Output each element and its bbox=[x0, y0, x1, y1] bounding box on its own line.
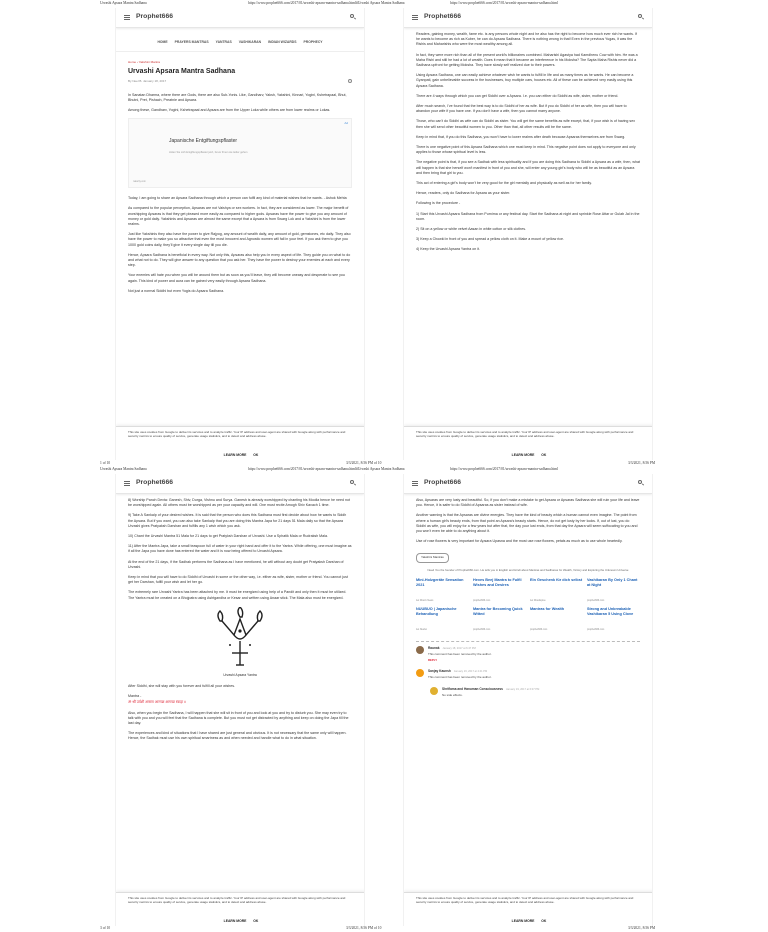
paragraph: Not just a normal Siddhi but even Yogis do Apsara Sadhana. bbox=[128, 288, 225, 293]
ad-title[interactable]: Japanische Entgiftungspflaster bbox=[169, 138, 238, 145]
mantra-label: Mantra - bbox=[128, 694, 142, 699]
comment-body: This comment has been removed by the author. bbox=[428, 651, 492, 656]
header-url: https://www.prophet666.com/2017/01/urvashi-apsara-mantra-sadhana.html bbox=[450, 1, 559, 5]
paragraph: Just like Yakshinis they also have the power to give Rajyog, any amount of wealth daily, any amount of gold, gemstones, etc daily. They also have the power to make you so attractive that even the most innocent and Agnostic women will fall in your feet. If you ask them to give you 1000 gold coins daily, they'll give it every single day till you die. bbox=[128, 232, 351, 247]
paragraph: The extremely rare Urvashi Yantra has been attached by me. It must be energized using help of a Pandit and only then it must be utilized. The Yantra must be created on a Bhojpatra using Ashtgandha or Kesar and written using Anaar stick. The Mala also must be energized. bbox=[128, 590, 347, 600]
divider bbox=[416, 641, 640, 642]
nav-prayers-mantras[interactable]: PRAYERS MANTRAS bbox=[174, 40, 209, 44]
page-number: 3 of 10 bbox=[100, 926, 111, 930]
related-card-meta: Jet Woorv News bbox=[416, 599, 434, 603]
paragraph: 4) Keep the Urvashi Apsara Yantra on it. bbox=[416, 247, 480, 252]
paragraph: After much search, I've found that the best way is to do Siddhi of her as wife. But if you do Siddhi of her as wife, then you will have to abandon your wife if you have one. If you don't have a wife, then you cannot marry anyone. bbox=[416, 104, 627, 114]
mobile-viewport bbox=[403, 474, 653, 926]
mobile-viewport bbox=[403, 8, 653, 460]
site-brand[interactable]: Prophet666 bbox=[424, 479, 462, 486]
paragraph: At the end of the 21 days, if the Sadhak performs the Sadhana as I have mentioned, he will without any doubt get Pratyaksh Darshan of Urvashi. bbox=[128, 559, 344, 569]
nav-vashikaran[interactable]: VASHIKARAN bbox=[238, 40, 262, 44]
header-url: https://www.prophet666.com/2017/01/urvashi-apsara-mantra-sadhana.html#Urvashi Apsara Mantra Sadhana bbox=[248, 1, 405, 5]
learn-more-button[interactable]: LEARN MORE bbox=[223, 919, 247, 923]
related-card-title[interactable]: Mini-Holzgeräte Sensation 2021 bbox=[416, 578, 464, 587]
ad-subtitle: Holen Sie sich Entgiftungspflaster jetzt, bevor Ihnen sie leider gehen bbox=[169, 151, 248, 155]
paragraph: Keep in mind that you will have to do Siddhi of Urvashi in some or the other way, i.e. either as wife, sister, mother or friend. You cannot just get her Darshan, fulfill your wish and let her go. bbox=[128, 575, 348, 585]
paragraph: Readers, gaining money, wealth, fame etc. is any persons whole night and he also has the right to become how much ever rich he wants. If he wants to become as rich as Kuber, he can do Apsara Sadhana. There is nothing wrong in that! Even in the previous Yugas, it was the Rishis and Maharishis who were the most wealthy among all. bbox=[416, 32, 637, 47]
print-page-3 bbox=[0, 466, 384, 932]
yantra-dot bbox=[229, 644, 231, 646]
search-icon[interactable] bbox=[350, 480, 354, 484]
byline bbox=[128, 79, 352, 84]
related-card-title[interactable]: Vashikaran By Only 1 Chant at Night bbox=[587, 578, 638, 587]
mobile-viewport bbox=[115, 8, 365, 460]
related-card[interactable] bbox=[416, 607, 469, 632]
paragraph: Following is the procedure - bbox=[416, 201, 461, 206]
print-date: 3/3/2021, 8:56 PM bbox=[628, 926, 656, 930]
header-url: https://www.prophet666.com/2017/01/urvashi-apsara-mantra-sadhana.html#Urvashi Apsara Mantra Sadhana bbox=[248, 467, 405, 471]
related-header: Need You the founder of Prophet666.com. He tells you in English and Hindi about Mantras and Sadhanas for Wealth, Victory and Exploring the Unknown Universe bbox=[427, 567, 629, 572]
paragraph: 2) Sit on a yellow or white velvet Aasan in white cotton or silk clothes. bbox=[416, 227, 527, 232]
related-card-title[interactable]: Mantra for Becoming Quick Witted bbox=[473, 607, 523, 617]
related-card[interactable] bbox=[473, 578, 526, 603]
comment bbox=[416, 669, 640, 680]
paragraph: The negative point is that, if you see a Sadhak with less spirituality and if you are doing this Sadhana to Siddhi a Apsara as a wife, then, what will happen is that she herself won't manifest in front of you and she, will enter any young girl's body who will be as beautiful as an Apsara and then bring that girl to you. bbox=[416, 160, 640, 175]
avatar[interactable] bbox=[430, 687, 438, 695]
avatar[interactable] bbox=[416, 646, 424, 654]
header-title: Urvashi Apsara Mantra Sadhana bbox=[100, 467, 147, 471]
paragraph: Your enemies will hate you when you will be around them but as soon as you'll leave, they will become uneasy and desperate to see you again. This kind of power and aura can be gained very easily through Apsara Sadhana. bbox=[128, 273, 345, 283]
reply-button[interactable]: REPLY bbox=[428, 658, 438, 663]
page-number: 1 of 10 bbox=[100, 461, 111, 465]
print-page-1 bbox=[0, 0, 384, 466]
byline-text: By Neel B. January 18, 2017 bbox=[128, 79, 167, 84]
paragraph: Use of rose flowers is very important for Apsara Upasna and the most use rose flowers, petals as much as to use whole heartedly. bbox=[416, 539, 623, 544]
paragraph: Also, when you begin the Sadhana, I will happen that she will sit in front of you and look at you and try to disturb you. She may even try to talk with you and you will feel that the Sadhana is complete. But you must not get distracted by anything and keep on doing the Japa till the last day. bbox=[128, 710, 349, 726]
related-card-meta: Jet Woodspice bbox=[530, 599, 546, 603]
paragraph: The experiences and kind of situations that I have shared are just general and obvious. It is not necessary that the same only will happen. Hence, the Sadhak must use his own spiritual smartness as and when needed and handle what to do in what situation. bbox=[128, 731, 347, 741]
related-card[interactable] bbox=[530, 578, 583, 603]
related-card[interactable] bbox=[587, 578, 640, 603]
paragraph: Hence, readers, only do Sadhana for Apsara as your sister. bbox=[416, 191, 511, 196]
paragraph: In Sanatan Dharma, where there are Gods, there are also Sub-Yonis. Like, Gandharv, Yaksh, Yakshini, Kinnari, Yogini, Kshetrapaal, Bhut, Bhutni, Pret, Pishach, Preatnie and Apsara. bbox=[128, 92, 347, 102]
share-icon[interactable] bbox=[348, 79, 352, 83]
paragraph: Among these, Gandharv, Yogini, Kshetrapaal and Apsara are from the Upper Loka while others are from lower realms or Lokas. bbox=[128, 108, 331, 113]
site-brand[interactable]: Prophet666 bbox=[424, 13, 462, 20]
hamburger-menu-icon[interactable] bbox=[124, 481, 130, 486]
comment bbox=[416, 646, 640, 664]
cookie-banner bbox=[404, 892, 653, 926]
top-bar bbox=[404, 8, 652, 28]
breadcrumb[interactable]: Home › Yakshini Mantra bbox=[128, 60, 160, 65]
related-card[interactable] bbox=[587, 607, 640, 632]
mobile-viewport bbox=[115, 474, 365, 926]
print-page-2 bbox=[384, 0, 768, 466]
label-tag[interactable]: Yakshini Mantras bbox=[416, 553, 449, 562]
yantra-lines bbox=[234, 635, 246, 639]
related-card[interactable] bbox=[416, 578, 469, 603]
paragraph: 10) Chant the Urvashi Mantra 51 Mala for 21 days to get Pratyksh Darshan of Urvashi. Use a Sphatik Mala or Rudraksh Mala. bbox=[128, 534, 328, 539]
paragraph: Using Apsara Sadhana, one can easily achieve whatever wish he wants to fulfill in life and as many times as he wants. He can become a Gyanpati, gain unbelievable success in the businesses, buy multiple cars, houses etc. All of these can be achieved very easily using this Apsara Sadhana. bbox=[416, 73, 634, 88]
top-bar bbox=[116, 8, 364, 28]
related-card-meta: prophet666.com bbox=[530, 628, 548, 632]
nav-home[interactable]: HOME bbox=[157, 40, 168, 44]
site-brand[interactable]: Prophet666 bbox=[136, 13, 174, 20]
comment-author-name[interactable]: Shriflama and Hanuman Consciousness bbox=[442, 686, 503, 691]
related-card-title[interactable]: NUUBUO | Japanische Behandlung bbox=[416, 607, 457, 617]
top-bar bbox=[404, 474, 652, 494]
related-posts-grid bbox=[416, 578, 640, 632]
related-card-meta: prophet666.com bbox=[473, 628, 491, 632]
related-card-title[interactable]: Mantras for Wealth bbox=[530, 607, 565, 612]
comment-author-name[interactable]: Raunak bbox=[428, 645, 440, 650]
ad-source: naturity.com bbox=[133, 180, 146, 184]
paragraph: 3) Keep a Chowki in front of you and spread a yellow cloth on it. Make a mount of yellow rice. bbox=[416, 237, 565, 242]
learn-more-button[interactable]: LEARN MORE bbox=[511, 453, 535, 457]
cookie-banner bbox=[116, 892, 365, 926]
paragraph: There are 4 ways through which you can get Siddhi over a Apsara. I.e. you can either do Siddhi as wife, sister, mother or friend. bbox=[416, 93, 619, 98]
hamburger-menu-icon[interactable] bbox=[124, 15, 130, 20]
search-icon[interactable] bbox=[350, 14, 354, 18]
related-card-title[interactable]: Hexes Beej Mantra to Fulfil Wishes and Desires bbox=[473, 578, 522, 587]
top-bar bbox=[116, 474, 364, 494]
paragraph: Hence, Apsara Sadhana is beneficial in every way. Not only this, Apsaras also help you in every aspect of life. They guide you on what to do and what not to do. They will give answer to any question that you ask her. They have the power to destroy your enemies at each and every step. bbox=[128, 252, 351, 268]
site-brand[interactable]: Prophet666 bbox=[136, 479, 174, 486]
related-card-meta: prophet666.com bbox=[473, 599, 491, 603]
related-card[interactable] bbox=[530, 607, 583, 632]
hamburger-menu-icon[interactable] bbox=[412, 15, 418, 20]
yantra-petal bbox=[218, 611, 223, 621]
comment-body: This comment has been removed by the author. bbox=[428, 675, 492, 680]
learn-more-button[interactable]: LEARN MORE bbox=[511, 919, 535, 923]
main-nav bbox=[116, 32, 364, 52]
paragraph: 1) Start this Urvashi Apsara Sadhana from Purnima or any festival day. Start the Sadhana at night and sprinkle Rose Attar or Gulab Jal in the room. bbox=[416, 211, 640, 221]
paragraph: Today, I am going to share an Apsara Sadhana through which a person can fulfil any kind of material wishes that he wants. - Ashok Mehta bbox=[128, 196, 347, 201]
nav-indian-wizards[interactable]: INDIAN WIZARDS bbox=[268, 40, 297, 44]
comment-body: No side effects. bbox=[442, 692, 463, 697]
comment-reply bbox=[430, 687, 640, 698]
avatar[interactable] bbox=[416, 669, 424, 677]
ok-button[interactable]: OK bbox=[541, 453, 547, 457]
print-date: 3/3/2021, 8:56 PM of 10 bbox=[346, 926, 382, 930]
ok-button[interactable]: OK bbox=[253, 919, 259, 923]
post-title: Urvashi Apsara Mantra Sadhana bbox=[128, 68, 236, 76]
paragraph: Also, Apsaras are very lusty and beautiful. So, if you don't make a mistake to get Apsara or Apsaras Sadhana she will ruin your life and leave you. Hence, it is safer to do Siddhi of Apsaras as sister instead of wife. bbox=[416, 498, 640, 508]
ad-block[interactable] bbox=[128, 118, 352, 188]
ad-badge[interactable]: Ad bbox=[344, 121, 348, 126]
paragraph: There is one negative point of this Apsara Sadhana which one must keep in mind. This negative point does not apply to everyone and only applies to those whose spiritual level is less. bbox=[416, 145, 636, 155]
mantra-text: ॐ श्री उर्वशी अप्सरा आगच्छ आगच्छ स्वाहा ॥ bbox=[128, 700, 187, 705]
cookie-banner bbox=[404, 426, 653, 460]
related-card-meta: Jet Nuubo bbox=[416, 628, 427, 632]
paragraph: Keep in mind that, if you do this Sadhana, you won't have to lower realms after death because Apsaras themselves are from Swarg. bbox=[416, 134, 626, 139]
comment-author bbox=[442, 687, 640, 692]
comment-date[interactable]: January 19, 2017 at 4:41 PM bbox=[453, 670, 488, 674]
nav-prophecy[interactable]: PROPHECY bbox=[303, 40, 323, 44]
paragraph: 11) After the Mantra Japa, take a small teaspoon full of water in your right hand and offer it to the Yantra. While offering, one must imagine as if all the Japa you have done has entered the water and it is now being offered to Urvashi Apsara. bbox=[128, 544, 352, 554]
cookie-text: This site uses cookies from Google to deliver its services and to analyze traffic. Your IP address and user-agent are shared with Google along with performance and security metrics to ensure quality of service, generate usage statistics, and to detect and address abuse. bbox=[128, 430, 346, 438]
paragraph: Those, who can't do Siddhi as wife can do Siddhi as sister. You will get the same benefits as wife except, that, if your wish is of having sex then she will send other beautiful women to you. Other than that, all other results will be the same. bbox=[416, 119, 636, 129]
yantra-petal bbox=[257, 611, 262, 621]
yantra-dot bbox=[238, 629, 241, 632]
comment-date[interactable]: January 19, 2017 at 6:07 PM bbox=[505, 687, 540, 691]
print-date: 3/3/2021, 8:56 PM bbox=[628, 461, 656, 465]
comment-author-name[interactable]: Sanjay Kaunsh bbox=[428, 669, 451, 674]
cookie-text: This site uses cookies from Google to deliver its services and to analyze traffic. Your IP address and user-agent are shared with Google along with performance and security metrics to ensure quality of service, generate usage statistics, and to detect and address abuse. bbox=[416, 896, 634, 904]
comment-author bbox=[428, 646, 640, 651]
ok-button[interactable]: OK bbox=[541, 919, 547, 923]
cookie-text: This site uses cookies from Google to deliver its services and to analyze traffic. Your IP address and user-agent are shared with Google along with performance and security metrics to ensure quality of service, generate usage statistics, and to detect and address abuse. bbox=[416, 430, 634, 438]
header-url: https://www.prophet666.com/2017/01/urvashi-apsara-mantra-sadhana.html bbox=[450, 467, 559, 471]
paragraph: In fact, they were more rich than all of the present world's billionaires combined. Maharishi Agastya had Kamdhenu Cow with him. He was a Maha Rishi and still he had a lot of wealth. Does it mean that it became an interference in his Moksha? The Sapta Maha Rishis never did a Sadhana upfront for getting Moksha. They have slowly self realized due to their powers. bbox=[416, 52, 638, 68]
paragraph: 9) Take A Sankalp of your desired wishes. It is said that the person who does this Sadhana must first decide about how he wants to Siddh the Apsara. But if you want, you can also take Sankalp that you are doing this Mantra Japa for 21 days 51 Mala daily so that the Apsara Urvashi gives Pratyaksh Darshan and fulfills any 1 wish which you ask. bbox=[128, 513, 347, 528]
print-page-4 bbox=[384, 466, 768, 932]
hamburger-menu-icon[interactable] bbox=[412, 481, 418, 486]
print-date: 3/3/2021, 8:56 PM of 10 bbox=[346, 461, 382, 465]
paragraph: After Siddhi, she will stay with you forever and fulfill all your wishes. bbox=[128, 684, 236, 689]
cookie-banner bbox=[116, 426, 365, 460]
related-card-meta: prophet666.com bbox=[587, 599, 605, 603]
comment-author bbox=[428, 669, 640, 674]
search-icon[interactable] bbox=[638, 14, 642, 18]
paragraph: This act of entering a girl's body won't be very good for the girl mentally and physically as well as for her family. bbox=[416, 181, 592, 186]
header-title: Urvashi Apsara Mantra Sadhana bbox=[100, 1, 147, 5]
urvashi-yantra-image bbox=[210, 607, 270, 671]
related-card[interactable] bbox=[473, 607, 526, 632]
search-icon[interactable] bbox=[638, 480, 642, 484]
cookie-text: This site uses cookies from Google to deliver its services and to analyze traffic. Your IP address and user-agent are shared with Google along with performance and security metrics to ensure quality of service, generate usage statistics, and to detect and address abuse. bbox=[128, 896, 346, 904]
yantra-dot bbox=[249, 644, 251, 646]
related-card-title[interactable]: Strong and Unbreakable Vashikaran 5 Using Clove bbox=[587, 607, 634, 617]
related-card-meta: prophet666.com bbox=[587, 628, 605, 632]
comment-date[interactable]: January 18, 2017 at 6:47 PM bbox=[442, 646, 476, 650]
yantra-caption: Urvashi Apsara Yantra bbox=[223, 672, 257, 677]
ok-button[interactable]: OK bbox=[253, 453, 259, 457]
yantra-petal bbox=[238, 607, 243, 617]
paragraph: As compared to the popular perception, Apsaras are not Vaishya or sex workers. In fact, they are considered as lower. The major benefit of worshipping Apsaras is that they get pleased more easily as compared to higher gods. Apsaras have the power to give you any amount of money or gold daily. Yakshinis and Apsaras are almost the same except that a Apsara is from Swarg Lok and a Yakshini is from the lower realms. bbox=[128, 206, 349, 227]
paragraph: Another warning is that the Apsaras are divine energies. They have the kind of beauty which a human cannot even imagine. The point from where a human girl's beauty ends, from that point an Apsara's beauty starts. Hence, do not get lusty by her looks. If, out of lust, you do Siddhi as wife, you will enjoy for a few years but after that, the day your lust ends, from that day the Apsara will seem suffocating to you and you won't even be able to do anything about it. bbox=[416, 513, 638, 534]
learn-more-button[interactable]: LEARN MORE bbox=[223, 453, 247, 457]
related-card-title[interactable]: Ein Geschenk für dich selbst bbox=[530, 578, 583, 583]
nav-yantras[interactable]: YANTRAS bbox=[215, 40, 232, 44]
paragraph: 8) Worship Panch Devta: Ganesh, Shiv, Durga, Vishnu and Surya. Ganesh is already worshipped by chanting his Moolla hence he need not be worshipped again. All others must be worshipped as per your capacity and will. One must recite Amogh Shiv Kavach 1 time. bbox=[128, 498, 350, 508]
